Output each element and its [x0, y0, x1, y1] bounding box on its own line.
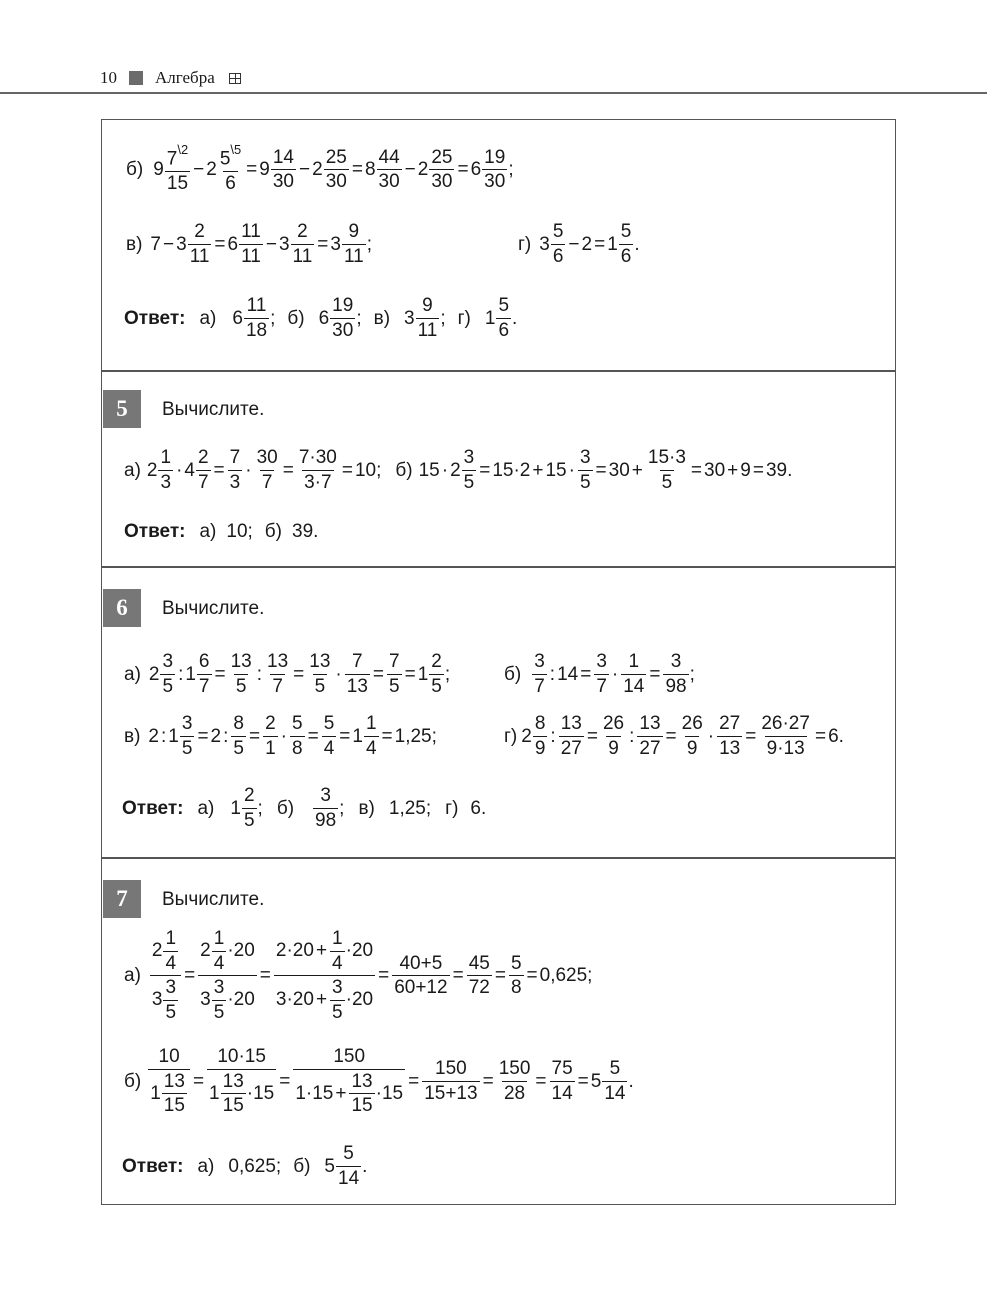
- problem-divider: [101, 857, 896, 859]
- fraction: $\frac{15\cdot 3}{5}$: [647, 447, 686, 493]
- fraction: $\frac{8}{5}$: [233, 713, 244, 759]
- problem-number-badge: 7: [103, 880, 141, 918]
- fraction: $\frac{26}{9}$: [602, 713, 625, 759]
- fraction: $\frac{27}{13}$: [719, 713, 741, 759]
- solution-line-b: б) 10 1 $\frac{13}{15}$ = 10·15 1 $\frac{13}{15}$ ·15 = 150 1·15 + $\frac{13}{15}$ ·15 = $\frac{150}{15+13}$ = $\frac{150}{28}$ = $\frac{75}{14}$ = 5 $\frac{5}{14}$ .: [124, 1046, 634, 1117]
- answer-label: Ответ:: [124, 307, 186, 329]
- answer-label: Ответ:: [122, 1155, 184, 1177]
- page-number: 10: [100, 68, 117, 87]
- fraction: $\frac{2}{11}$: [189, 221, 210, 267]
- problem-title: Вычислите.: [162, 889, 265, 910]
- solution-line-a: а) 2 $\frac{3}{5}$ : 1 $\frac{6}{7}$ = $\frac{13}{5}$ : $\frac{13}{7}$ = $\frac{13}{5}$ · $\frac{7}{13}$ = $\frac{7}{5}$ = 1 $\frac{2}{5}$ ;: [124, 651, 451, 697]
- fraction: $\frac{25}{30}$: [431, 146, 453, 193]
- square-bullet-icon: [129, 71, 143, 85]
- problem-divider: [101, 566, 896, 568]
- fraction: $\frac{7}{13}$: [346, 651, 368, 697]
- fraction: $\frac{7^{\backslash 2}}{15}$: [166, 142, 189, 194]
- fraction: 150 1·15 + $\frac{13}{15}$ ·15: [295, 1046, 404, 1117]
- solution-line-g: г) 3 $\frac{5}{6}$ − 2 = 1 $\frac{5}{6}$ .: [518, 221, 640, 267]
- fraction: $\frac{5}{14}$: [604, 1058, 626, 1104]
- solution-line-a: а) 2 $\frac{1}{3}$ · 4 $\frac{2}{7}$ = $\frac{7}{3}$ · $\frac{30}{7}$ = $\frac{7\cdot 30}{3\cdot 7}$ = 10 ; б) 15 · 2 $\frac{3}{5}$ = 15·2 + 15 · $\frac{3}{5}$ = 30 + $\frac{15\cdot 3}{5}$ = 30 + 9 = 39 .: [124, 447, 793, 493]
- section-title: Алгебра: [155, 68, 215, 87]
- fraction: $\frac{13}{27}$: [560, 713, 582, 759]
- fraction: $\frac{1}{3}$: [160, 447, 172, 493]
- fraction: $\frac{9}{11}$: [417, 295, 438, 341]
- fraction: $\frac{1}{4}$: [365, 713, 377, 759]
- fraction: $\frac{5}{14}$: [338, 1143, 360, 1189]
- answer-label: Ответ:: [122, 797, 184, 819]
- fraction: $\frac{13}{27}$: [639, 713, 661, 759]
- fraction: $\frac{3}{5}$: [181, 713, 193, 759]
- answer-line: Ответ: а) 0,625 ; б) 5 $\frac{5}{14}$ .: [122, 1143, 368, 1189]
- solution-line-a: а) 2 $\frac{1}{4}$ 3 $\frac{3}{5}$ = 2 $\frac{1}{4}$ ·20 3 $\frac{3}{5}$ ·20 = 2·20 + $\frac{1}{4}$ ·20 3·20 + $\frac{3}{5}$ ·20 = $\frac{40+5}{60+12}$ = $\frac{45}{72}$ = $\frac{5}{8}$ = 0,625 ;: [124, 928, 593, 1023]
- fraction: 2·20 + $\frac{1}{4}$ ·20 3·20 + $\frac{3}{5}$ ·20: [275, 928, 374, 1023]
- running-header: [100, 66, 241, 90]
- fraction: $\frac{3}{5}$: [579, 447, 591, 493]
- fraction: $\frac{45}{72}$: [468, 952, 490, 999]
- fraction: $\frac{13}{5}$: [309, 651, 331, 697]
- fraction: $\frac{30}{7}$: [256, 447, 278, 493]
- fraction: $\frac{3}{7}$: [534, 651, 545, 697]
- fraction: $\frac{5}{8}$: [510, 952, 522, 999]
- fraction: $\frac{11}{11}$: [241, 221, 261, 267]
- fraction: 2 $\frac{1}{4}$ ·20 3 $\frac{3}{5}$ ·20: [200, 928, 255, 1023]
- fraction: 10·15 1 $\frac{13}{15}$ ·15: [209, 1046, 275, 1117]
- fraction: $\frac{2}{11}$: [292, 221, 313, 267]
- fraction: $\frac{150}{15+13}$: [424, 1058, 478, 1104]
- fraction: $\frac{19}{30}$: [332, 295, 354, 341]
- fraction: $\frac{3}{5}$: [162, 651, 174, 697]
- fraction: $\frac{19}{30}$: [484, 146, 506, 193]
- fraction: $\frac{26\cdot 27}{9\cdot 13}$: [761, 713, 810, 759]
- header-rule: [0, 92, 987, 94]
- fraction: $\frac{2}{1}$: [265, 713, 276, 759]
- fraction: $\frac{44}{30}$: [378, 146, 400, 193]
- fraction: $\frac{75}{14}$: [551, 1058, 573, 1104]
- fraction: $\frac{11}{18}$: [245, 295, 268, 341]
- fraction: $\frac{40+5}{60+12}$: [394, 952, 448, 999]
- fraction: $\frac{3}{98}$: [315, 785, 337, 831]
- solution-line-v: в) 7 − 3 $\frac{2}{11}$ = 6 $\frac{11}{11}$ − 3 $\frac{2}{11}$ = 3 $\frac{9}{11}$ ;: [126, 221, 372, 267]
- fraction: $\frac{26}{9}$: [681, 713, 703, 759]
- fraction: $\frac{5}{8}$: [292, 713, 303, 759]
- problem-divider: [101, 370, 896, 372]
- fraction: $\frac{9}{11}$: [343, 221, 364, 267]
- answer-line: Ответ: а) 1 $\frac{2}{5}$ ; б) $\frac{3}{98}$ ; в) 1,25 ; г) 6 .: [122, 785, 487, 831]
- fraction: $\frac{2}{5}$: [431, 651, 442, 697]
- solution-line-b: б) $\frac{3}{7}$ : 14 = $\frac{3}{7}$ · $\frac{1}{14}$ = $\frac{3}{98}$ ;: [504, 651, 695, 697]
- fraction: $\frac{5}{4}$: [323, 713, 335, 759]
- fraction: $\frac{3}{5}$: [463, 447, 475, 493]
- solution-line-g: г) 2 $\frac{8}{9}$ : $\frac{13}{27}$ = $\frac{26}{9}$ : $\frac{13}{27}$ = $\frac{26}{9}$ · $\frac{27}{13}$ = $\frac{26\cdot 27}{9\cdot 13}$ = 6 .: [504, 713, 844, 759]
- fraction: 2 $\frac{1}{4}$ 3 $\frac{3}{5}$: [150, 929, 181, 1023]
- problem-title: Вычислите.: [162, 399, 265, 420]
- solution-line-b: б) 9 $\frac{7^{\backslash 2}}{15}$ − 2 $\frac{5^{\backslash 5}}{6}$ = 9 $\frac{14}{30}$ − 2 $\frac{25}{30}$ = 8 $\frac{44}{30}$ − 2 $\frac{25}{30}$ = 6 $\frac{19}{30}$ ;: [126, 142, 514, 194]
- fraction: $\frac{3}{98}$: [665, 651, 687, 697]
- fraction: 10 1 $\frac{13}{15}$: [148, 1047, 190, 1117]
- fraction: $\frac{5}{6}$: [620, 221, 632, 267]
- fraction: $\frac{7}{3}$: [229, 447, 241, 493]
- fraction: $\frac{150}{28}$: [498, 1058, 531, 1104]
- fraction: $\frac{5}{6}$: [498, 295, 510, 341]
- fraction: $\frac{1}{14}$: [623, 651, 645, 697]
- problem-number-badge: 5: [103, 390, 141, 428]
- fraction: $\frac{2}{7}$: [197, 447, 209, 493]
- answer-label: Ответ:: [124, 521, 186, 542]
- problem-title: Вычислите.: [162, 598, 265, 619]
- fraction: $\frac{13}{7}$: [267, 651, 289, 697]
- fraction: $\frac{2}{5}$: [243, 785, 255, 831]
- fraction: $\frac{3}{7}$: [596, 651, 607, 697]
- fraction: $\frac{7}{5}$: [389, 651, 400, 697]
- solution-line-v: в) 2 : 1 $\frac{3}{5}$ = 2 : $\frac{8}{5}$ = $\frac{2}{1}$ · $\frac{5}{8}$ = $\frac{5}{4}$ = 1 $\frac{1}{4}$ = 1,25 ;: [124, 713, 437, 759]
- fraction: $\frac{8}{9}$: [534, 713, 546, 759]
- fraction: $\frac{25}{30}$: [325, 146, 347, 193]
- fraction: $\frac{5^{\backslash 5}}{6}$: [219, 142, 242, 194]
- problem-number-badge: 6: [103, 589, 141, 627]
- section-grid-icon: [229, 73, 241, 84]
- fraction: $\frac{13}{5}$: [230, 651, 252, 697]
- answer-line: Ответ: а) 10 ; б) 39 .: [124, 521, 319, 542]
- answer-line: Ответ: а) 6 $\frac{11}{18}$ ; б) 6 $\frac{19}{30}$ ; в) 3 $\frac{9}{11}$ ; г) 1 $\frac{5}{6}$ .: [124, 295, 518, 341]
- fraction: $\frac{6}{7}$: [198, 651, 210, 697]
- fraction: $\frac{14}{30}$: [272, 146, 294, 193]
- fraction: $\frac{5}{6}$: [552, 221, 564, 267]
- fraction: $\frac{7\cdot 30}{3\cdot 7}$: [298, 447, 337, 493]
